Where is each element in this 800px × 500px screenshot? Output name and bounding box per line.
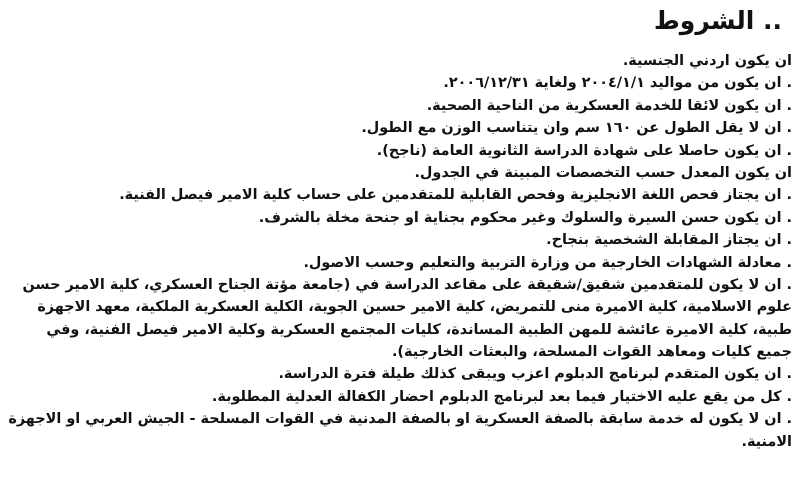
condition-text: . كل من يقع عليه الاختيار فيما بعد لبرنامج الدبلوم احضار الكفالة العدلية المطلوبة. — [211, 388, 792, 405]
page-title: .. الشروط — [653, 6, 782, 35]
condition-text: ان يكون اردني الجنسية. — [622, 53, 792, 69]
condition-line — [0, 341, 792, 363]
condition-line — [0, 162, 792, 184]
condition-text: علوم الاسلامية، كلية الاميرة منى للتمريض، كلية الامير حسين الجوية، الكلية العسكرية الملكية، معهد الاجهزة — [37, 299, 792, 316]
condition-line — [0, 274, 792, 296]
condition-line — [0, 95, 792, 117]
condition-line — [0, 319, 792, 341]
condition-text: جميع كليات ومعاهد القوات المسلحة، والبعثات الخارجية). — [391, 344, 792, 361]
condition-text: . ان يكون من مواليد ٢٠٠٤/١/١ ولغاية ٢٠٠٦/١٢/٣١. — [443, 75, 792, 92]
condition-text: . ان يكون حسن السيرة والسلوك وغير محكوم بجناية او جنحة مخلة بالشرف. — [258, 209, 792, 226]
condition-line — [0, 252, 792, 274]
condition-text: . ان يكون المتقدم لبرنامج الدبلوم اعزب ويبقى كذلك طيلة فترة الدراسة. — [278, 366, 792, 383]
condition-line — [0, 140, 792, 162]
condition-line — [0, 386, 792, 408]
condition-line — [0, 117, 792, 139]
condition-text: . ان لا يكون له خدمة سابقة بالصفة العسكرية او بالصفة المدنية في القوات المسلحة - الجيش العربي او الاجهزة — [8, 411, 792, 428]
condition-text: . ان يكون حاصلا على شهادة الدراسة الثانوية العامة (ناجح). — [376, 142, 792, 159]
condition-text: . ان يجتاز المقابلة الشخصية بنجاح. — [546, 232, 792, 249]
condition-line — [0, 229, 792, 251]
conditions-list — [0, 50, 792, 453]
condition-text: . ان لا يكون للمتقدمين شقيق/شقيقة على مقاعد الدراسة في (جامعة مؤتة الجناح العسكري، كلية الامير حسن — [22, 276, 792, 293]
condition-text: ان يكون المعدل حسب التخصصات المبينة في الجدول. — [414, 164, 792, 181]
condition-text: الامنية. — [741, 433, 792, 450]
condition-line — [0, 431, 792, 453]
condition-text: . معادلة الشهادات الخارجية من وزارة التربية والتعليم وحسب الاصول. — [303, 254, 792, 271]
condition-line — [0, 72, 792, 94]
condition-text: طبية، كلية الاميرة عائشة للمهن الطبية المساندة، كليات المجتمع العسكرية وكلية الامير فيصل الفنية، وفي — [46, 321, 792, 338]
condition-line — [0, 207, 792, 229]
condition-line — [0, 408, 792, 430]
condition-text: . ان لا يقل الطول عن ١٦٠ سم وان يتناسب الوزن مع الطول. — [361, 120, 792, 137]
condition-text: . ان يجتاز فحص اللغة الانجليزية وفحص القابلية للمتقدمين على حساب كلية الامير فيصل الفنية. — [119, 187, 792, 204]
condition-line — [0, 363, 792, 385]
condition-line — [0, 50, 792, 72]
condition-line — [0, 184, 792, 206]
condition-text: . ان يكون لائقا للخدمة العسكرية من الناحية الصحية. — [426, 97, 792, 114]
condition-line — [0, 296, 792, 318]
